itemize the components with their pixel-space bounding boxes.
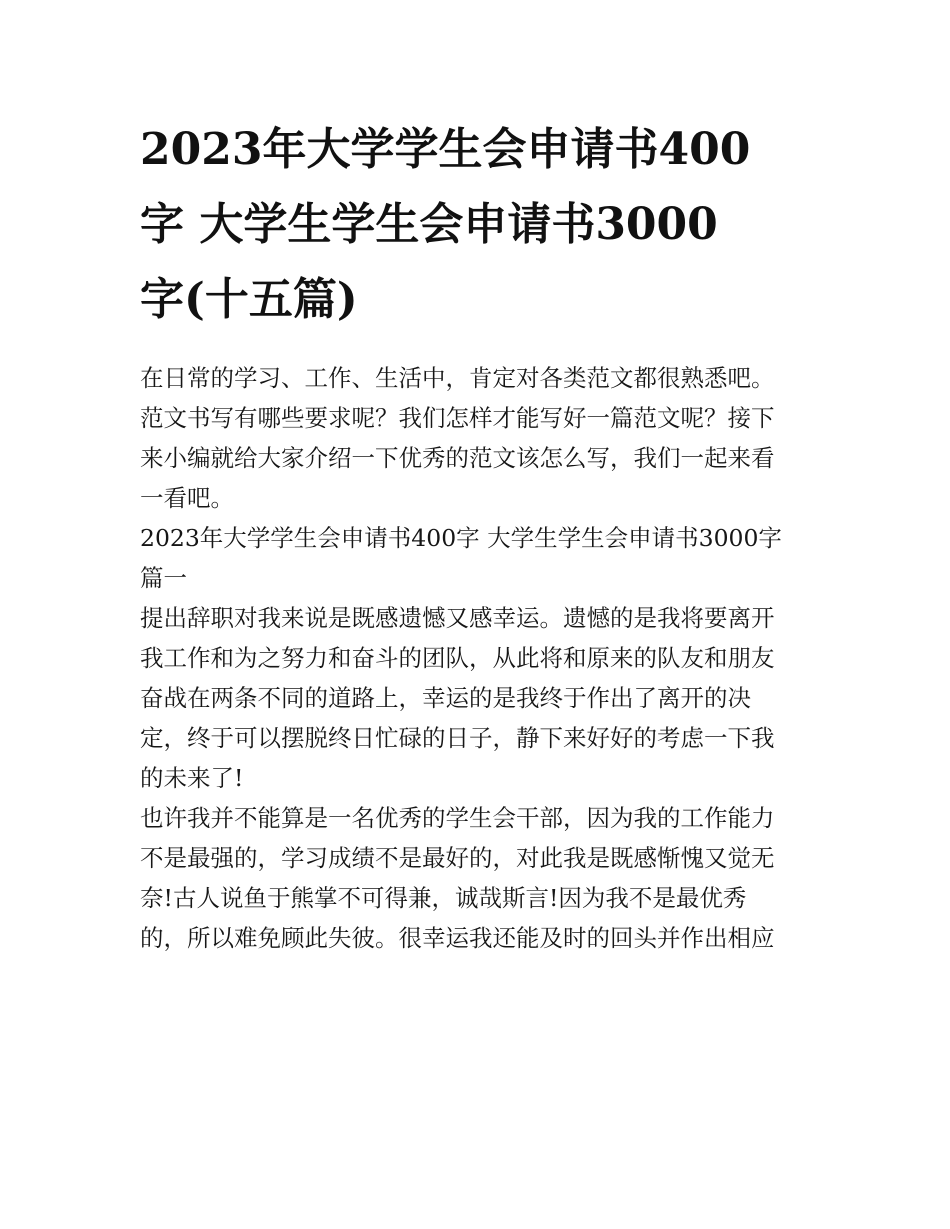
paragraph-line: 的，所以难免顾此失彼。很幸运我还能及时的回头并作出相应	[140, 924, 775, 952]
title-line: 字 大学生学生会申请书3000	[140, 199, 718, 250]
title-line: 字(十五篇)	[140, 274, 358, 325]
paragraph-line: 也许我并不能算是一名优秀的学生会干部，因为我的工作能力	[140, 804, 775, 832]
intro-line: 一看吧。	[140, 484, 234, 512]
title-line: 2023年大学学生会申请书400	[140, 124, 751, 175]
paragraph-line: 我工作和为之努力和奋斗的团队，从此将和原来的队友和朋友	[140, 644, 775, 672]
intro-line: 来小编就给大家介绍一下优秀的范文该怎么写，我们一起来看	[140, 444, 775, 472]
intro-line: 在日常的学习、工作、生活中，肯定对各类范文都很熟悉吧。	[140, 364, 775, 392]
section-heading: 2023年大学学生会申请书400字 大学生学生会申请书3000字	[140, 524, 782, 552]
paragraph-line: 奈!古人说鱼于熊掌不可得兼，诚哉斯言!因为我不是最优秀	[140, 884, 747, 912]
document-body	[140, 358, 820, 958]
paragraph-line: 不是最强的，学习成绩不是最好的，对此我是既感惭愧又觉无	[140, 844, 775, 872]
paragraph-line: 的未来了!	[140, 764, 244, 792]
paragraph-line: 定，终于可以摆脱终日忙碌的日子，静下来好好的考虑一下我	[140, 724, 775, 752]
document-title	[140, 112, 820, 337]
intro-line: 范文书写有哪些要求呢？我们怎样才能写好一篇范文呢？接下	[140, 404, 775, 432]
paragraph-line: 提出辞职对我来说是既感遗憾又感幸运。遗憾的是我将要离开	[140, 604, 775, 632]
section-heading: 篇一	[140, 564, 187, 592]
paragraph-line: 奋战在两条不同的道路上，幸运的是我终于作出了离开的决	[140, 684, 751, 712]
